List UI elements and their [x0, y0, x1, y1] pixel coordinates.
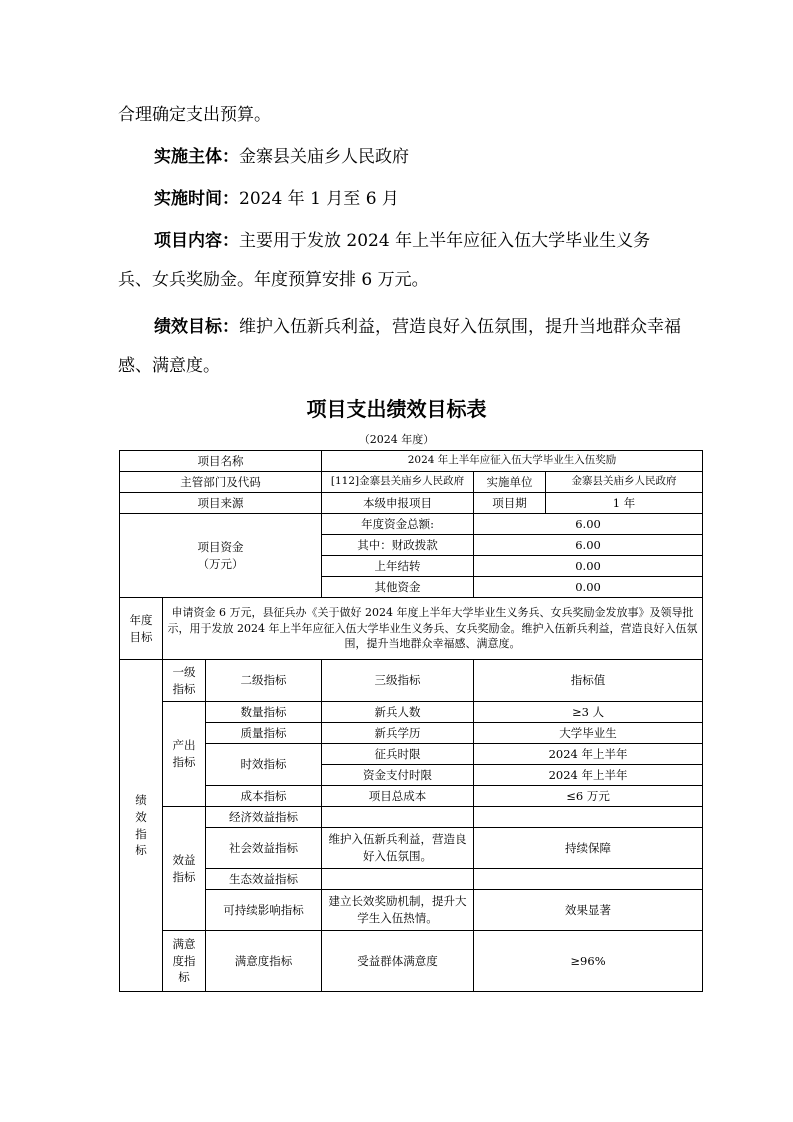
cost-value: ≤6 万元 [474, 786, 703, 807]
header-value: 指标值 [474, 660, 703, 702]
table-row [120, 786, 703, 807]
implementation-entity-value: 金寨县关庙乡人民政府 [239, 147, 409, 167]
funds-item-value: 6.00 [474, 514, 703, 535]
source-label: 项目来源 [120, 493, 322, 514]
table-row [120, 807, 703, 828]
table-row [120, 723, 703, 744]
benefit-label-a: 效益 [172, 852, 196, 867]
time-value: 2024 年上半年 [474, 744, 703, 765]
performance-goal [118, 308, 683, 386]
period-label: 项目期 [474, 493, 546, 514]
funds-label [120, 514, 322, 598]
satisfaction-value: ≥96% [474, 931, 703, 992]
funds-item-value: 6.00 [474, 535, 703, 556]
table-row [120, 493, 703, 514]
table-title: 项目支出绩效目标表 [306, 397, 487, 421]
sustain-l3: 建立长效奖励机制，提升大学生入伍热情。 [322, 890, 474, 931]
intro-continuation: 合理确定支出预算。 [118, 105, 271, 125]
satisfaction-label-a: 满意 [172, 936, 196, 951]
satisfaction-label-b: 度指 [172, 953, 196, 968]
qty-l2: 数量指标 [206, 702, 322, 723]
table-row [120, 660, 703, 702]
funds-item-value: 0.00 [474, 556, 703, 577]
table-row [120, 472, 703, 493]
quality-l2: 质量指标 [206, 723, 322, 744]
ecology-l2: 生态效益指标 [206, 869, 322, 890]
satisfaction-l3: 受益群体满意度 [322, 931, 474, 992]
project-name-label: 项目名称 [120, 451, 322, 472]
table-row [120, 869, 703, 890]
funds-item-label: 其他资金 [322, 577, 474, 598]
quality-l3: 新兵学历 [322, 723, 474, 744]
performance-goal-label: 绩效目标： [154, 317, 239, 337]
implementation-entity-label: 实施主体： [154, 147, 239, 167]
table-row [120, 744, 703, 765]
funds-item-value: 0.00 [474, 577, 703, 598]
social-value: 持续保障 [474, 828, 703, 869]
implementation-time-value: 2024 年 1 月至 6 月 [239, 189, 399, 209]
qty-value: ≥3 人 [474, 702, 703, 723]
header-level3: 三级指标 [322, 660, 474, 702]
satisfaction-l2: 满意度指标 [206, 931, 322, 992]
table-row [120, 931, 703, 992]
table-row [120, 514, 703, 535]
cost-l2: 成本指标 [206, 786, 322, 807]
sustain-l2: 可持续影响指标 [206, 890, 322, 931]
sustain-value: 效果显著 [474, 890, 703, 931]
output-label-a: 产出 [172, 738, 196, 753]
qty-l3: 新兵人数 [322, 702, 474, 723]
benefit-label-b: 指标 [172, 869, 196, 884]
economic-value [474, 807, 703, 828]
project-content [118, 222, 683, 300]
benefit-label [163, 807, 206, 931]
performance-indicators-label [120, 660, 163, 992]
table-row [120, 451, 703, 472]
table-row [120, 702, 703, 723]
funds-label-line2: （万元） [197, 556, 244, 571]
ecology-l3 [322, 869, 474, 890]
time-l3: 资金支付时限 [322, 765, 474, 786]
header-level2: 二级指标 [206, 660, 322, 702]
source-value: 本级申报项目 [322, 493, 474, 514]
header-level1-b: 指标 [172, 681, 196, 696]
dept-value: [112]金寨县关庙乡人民政府 [322, 472, 474, 493]
cost-l3: 项目总成本 [322, 786, 474, 807]
funds-label-line1: 项目资金 [197, 539, 244, 554]
perf-label-char: 标 [135, 843, 147, 858]
quality-value: 大学毕业生 [474, 723, 703, 744]
implementation-entity [118, 138, 683, 177]
implementation-time-label: 实施时间： [154, 189, 239, 209]
perf-label-char: 绩 [135, 793, 147, 808]
period-value: 1 年 [546, 493, 703, 514]
economic-l2: 经济效益指标 [206, 807, 322, 828]
satisfaction-label [163, 931, 206, 992]
funds-item-label: 年度资金总额: [322, 514, 474, 535]
annual-target-label-line1: 年度 [129, 612, 153, 627]
impl-unit-value: 金寨县关庙乡人民政府 [546, 472, 703, 493]
table-row [120, 890, 703, 931]
performance-goal-value: 维护入伍新兵利益，营造良好入伍氛围，提升当地群众幸福感、满意度。 [118, 317, 681, 376]
time-l3: 征兵时限 [322, 744, 474, 765]
dept-label: 主管部门及代码 [120, 472, 322, 493]
annual-target-text: 申请资金 6 万元，县征兵办《关于做好 2024 年度上半年大学毕业生义务兵、女兵奖励金发放事》及领导批示，用于发放 2024 年上半年应征入伍大学毕业生义务兵、女兵奖励金。维护入伍新兵利益，营造良好入伍氛围，提升当地群众幸福感、满意度。 [163, 598, 703, 660]
perf-label-char: 效 [135, 809, 147, 824]
funds-item-label: 其中：财政拨款 [322, 535, 474, 556]
performance-target-table [119, 450, 703, 992]
project-content-value: 主要用于发放 2024 年上半年应征入伍大学毕业生义务兵、女兵奖励金。年度预算安排 6 万元。 [118, 231, 651, 290]
project-content-label: 项目内容： [154, 231, 239, 251]
social-l3: 维护入伍新兵利益，营造良好入伍氛围。 [322, 828, 474, 869]
social-l2: 社会效益指标 [206, 828, 322, 869]
project-name-value: 2024 年上半年应征入伍大学毕业生入伍奖励 [322, 451, 703, 472]
funds-item-label: 上年结转 [322, 556, 474, 577]
perf-label-char: 指 [135, 826, 147, 841]
header-level1-a: 一级 [172, 664, 196, 679]
satisfaction-label-c: 标 [178, 970, 190, 985]
economic-l3 [322, 807, 474, 828]
output-label-b: 指标 [172, 755, 196, 769]
impl-unit-label: 实施单位 [474, 472, 546, 493]
annual-target-label-line2: 目标 [129, 629, 153, 644]
table-row [120, 598, 703, 660]
table-row [120, 828, 703, 869]
implementation-time [118, 180, 683, 219]
ecology-value [474, 869, 703, 890]
output-label [163, 702, 206, 807]
header-level1 [163, 660, 206, 702]
time-l2: 时效指标 [206, 744, 322, 786]
annual-target-label [120, 598, 163, 660]
time-value: 2024 年上半年 [474, 765, 703, 786]
table-year: （2024 年度） [358, 433, 435, 446]
